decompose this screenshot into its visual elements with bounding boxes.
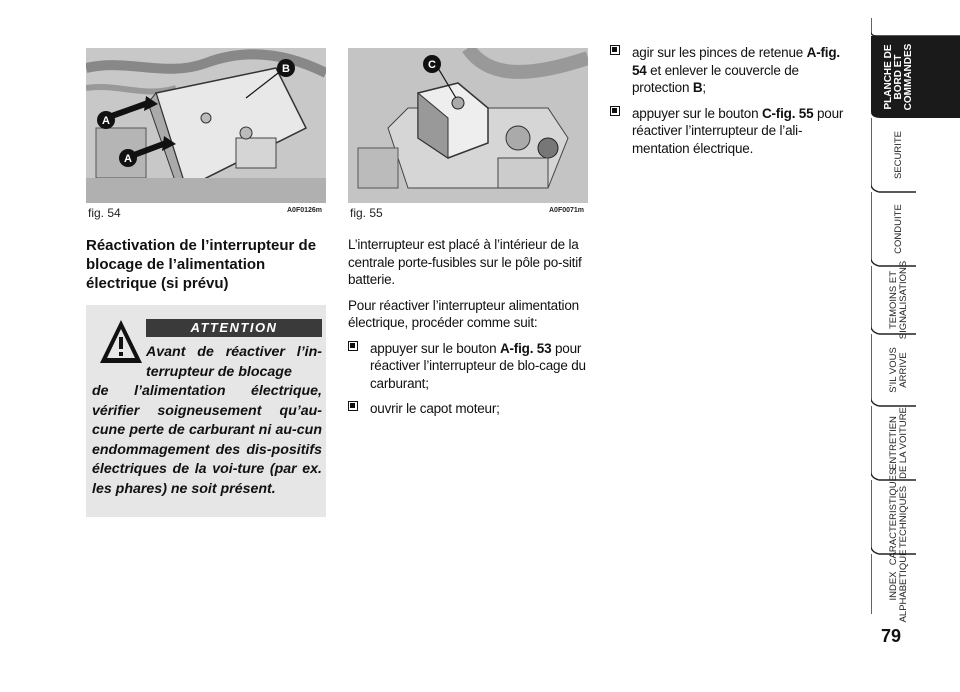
middle-column (348, 236, 590, 426)
right-bullet-1-ref-b: B (692, 80, 703, 95)
right-bullet-1-ref: A-fig. 54 (632, 45, 840, 78)
figure-54-label-b: B (282, 63, 290, 75)
tab-conduite[interactable] (871, 192, 960, 266)
middle-bullet-2 (348, 400, 590, 418)
figure-54-image (86, 48, 326, 203)
tab-label: INDEX ALPHABETIQUE (888, 549, 909, 623)
right-bullet-2 (610, 105, 854, 158)
middle-bullet-2-text: ouvrir le capot moteur; (370, 401, 500, 416)
right-bullet-1-text-mid: et enlever le couvercle de protection (632, 62, 799, 95)
right-bullet-2-text-end: pour réactiver l’interrupteur de l’ali-mentation électrique. (632, 105, 844, 156)
figure-54-label-a-top: A (102, 115, 110, 127)
middle-para-2: Pour réactiver l’interrupteur alimentation électrique, procéder comme suit: (348, 297, 579, 330)
right-bullet-1-text-end: ; (702, 80, 706, 95)
warning-text (92, 343, 322, 499)
right-bullet-2-text: appuyer sur le bouton (632, 105, 762, 121)
figure-55-label-c: C (428, 59, 436, 71)
right-bullet-2-ref: C-fig. 55 (761, 105, 814, 121)
right-bullet-1-text: agir sur les pinces de retenue (632, 45, 807, 60)
warning-text-rest: de l’alimentation électrique, vérifier soigneusement qu’au-cune perte de carburant ni au-cun endommagement des dis-positifs électriques de la voi-ture (par ex. les phares) ne soit présent. (92, 383, 322, 497)
tab-sil-vous-arrive[interactable] (871, 334, 960, 406)
right-column (610, 44, 854, 165)
tab-entretien[interactable] (871, 406, 960, 480)
right-bullet-1 (610, 44, 854, 97)
figure-55-code: A0F0071m (549, 207, 585, 214)
tab-label: TEMOINS ET SIGNALISATIONS (888, 260, 909, 340)
warning-title: ATTENTION (146, 319, 322, 337)
checkbox-bullet-icon (610, 106, 620, 116)
warning-text-lead: Avant de réactiver l’in-terrupteur de blocage (146, 344, 322, 380)
figure-55-image (348, 48, 588, 203)
tab-label: CARACTERISTIQUES TECHNIQUES (888, 468, 909, 566)
checkbox-bullet-icon (348, 401, 358, 411)
tab-index[interactable] (871, 549, 960, 623)
checkbox-bullet-icon (610, 45, 620, 55)
middle-para-1: L’interrupteur est placé à l’intérieur de la centrale porte-fusibles sur le pôle po-sitif batterie. (348, 237, 582, 287)
checkbox-bullet-icon (348, 341, 358, 351)
tab-label: ENTRETIEN DE LA VOITURE (888, 407, 909, 479)
middle-bullet-1-text-end: pour réactiver l’interrupteur de blo-cage du carburant; (370, 340, 586, 391)
tab-caracteristiques[interactable] (871, 468, 960, 566)
page-number: 79 (880, 626, 902, 646)
tab-planche-de-bord[interactable] (871, 36, 960, 118)
middle-bullet-1-ref: A-fig. 53 (499, 340, 552, 356)
tab-label: CONDUITE (893, 204, 904, 254)
middle-bullet-1-text: appuyer sur le bouton (370, 340, 500, 356)
figure-54-label-a-bottom: A (124, 153, 132, 165)
figure-54-caption: fig. 54 (88, 206, 121, 220)
figure-54-code: A0F0126m (287, 207, 323, 214)
tab-label: S’IL VOUS ARRIVE (888, 347, 909, 393)
warning-box (86, 305, 326, 517)
tab-label: SECURITE (893, 130, 904, 180)
chapter-tabs (871, 18, 960, 623)
section-heading: Réactivation de l’interrupteur de blocage de l’alimentation électrique (si prévu) (86, 237, 317, 292)
figure-55-caption: fig. 55 (350, 206, 383, 220)
tab-label: PLANCHE DE BORD ET COMMANDES (883, 43, 914, 111)
tab-securite[interactable] (871, 118, 960, 192)
tab-temoins[interactable] (871, 260, 960, 340)
middle-bullet-1 (348, 340, 590, 393)
